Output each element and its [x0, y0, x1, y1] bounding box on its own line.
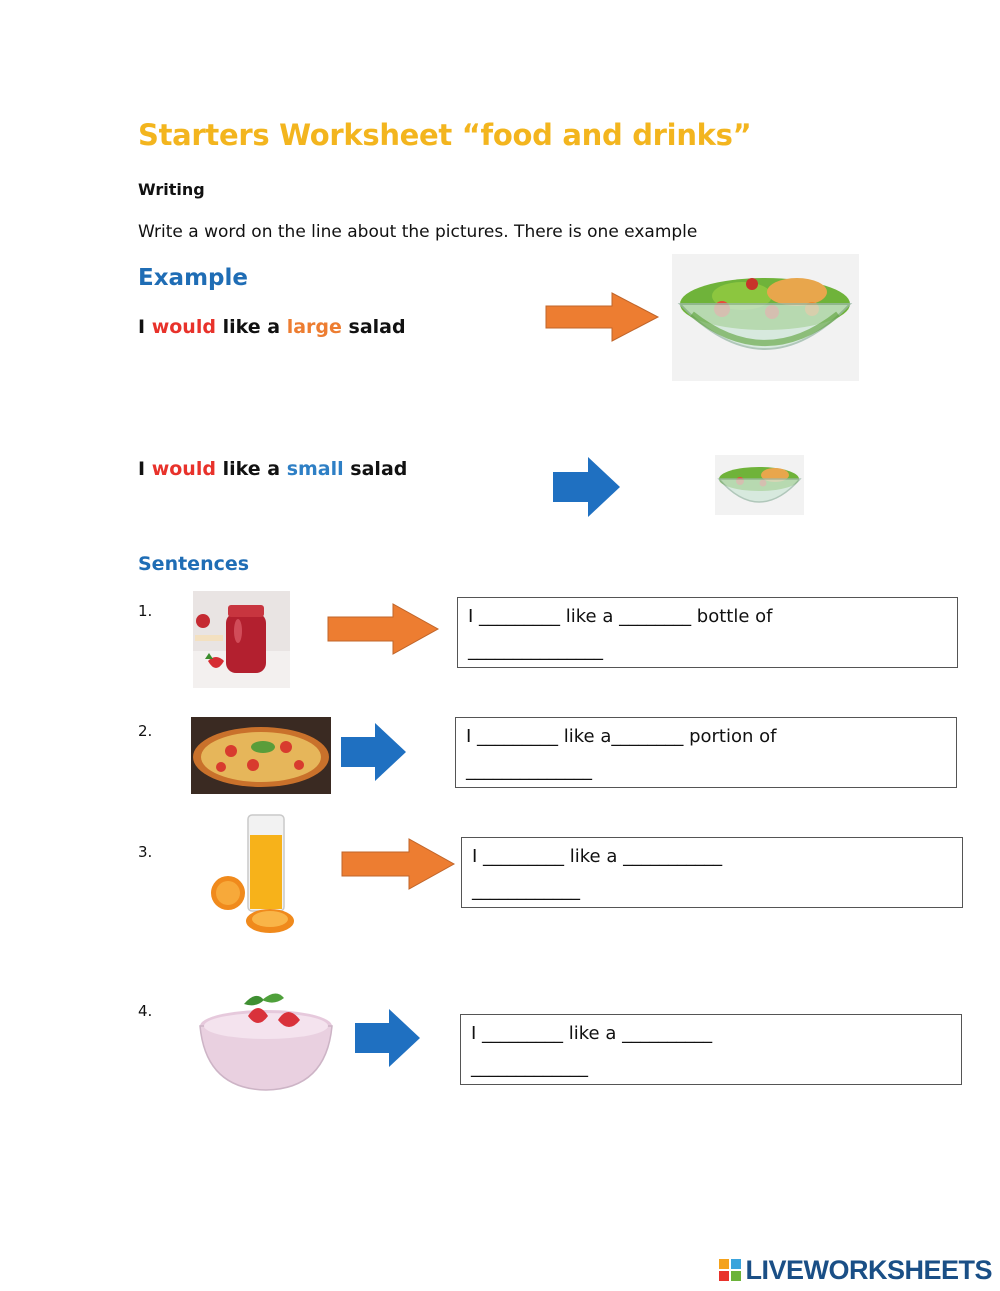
answer-box[interactable]	[461, 837, 963, 908]
sentence-line: I _________ like a ________ bottle of	[468, 606, 773, 627]
orange-juice-image	[208, 813, 300, 935]
item-number: 4.	[138, 1002, 153, 1020]
sentence-line: I _________ like a __________	[471, 1023, 713, 1044]
blank-line: ______________	[466, 760, 592, 781]
sentences-heading: Sentences	[138, 553, 250, 575]
example-sentence-small	[138, 458, 407, 480]
word: a	[267, 458, 281, 480]
item-number: 1.	[138, 602, 153, 620]
logo-text: LIVEWORKSHEETS	[745, 1254, 992, 1285]
item-number: 3.	[138, 843, 153, 861]
word-would: would	[151, 458, 216, 480]
blank-line: ____________	[472, 880, 580, 901]
arrow-right-icon	[354, 1008, 422, 1068]
liveworksheets-logo	[719, 1254, 992, 1286]
logo-icon	[719, 1259, 741, 1281]
jam-jar-image	[193, 591, 290, 688]
arrow-right-icon	[552, 456, 622, 518]
arrow-right-icon	[545, 292, 660, 342]
answer-box[interactable]	[455, 717, 957, 788]
word: salad	[348, 316, 406, 338]
small-salad-image	[715, 455, 804, 515]
arrow-right-icon	[327, 603, 440, 655]
instructions: Write a word on the line about the pictures. There is one example	[138, 222, 698, 242]
word: I	[138, 458, 146, 480]
word: a	[267, 316, 281, 338]
page-title: Starters Worksheet “food and drinks”	[138, 118, 752, 152]
word: I	[138, 316, 146, 338]
word-small: small	[286, 458, 344, 480]
yogurt-image	[196, 974, 336, 1092]
blank-line: _______________	[468, 640, 603, 661]
pizza-image	[191, 717, 331, 794]
sentence-line: I _________ like a________ portion of	[466, 726, 777, 747]
answer-box[interactable]	[460, 1014, 962, 1085]
blank-line: _____________	[471, 1057, 588, 1078]
arrow-right-icon	[340, 722, 408, 782]
answer-box[interactable]	[457, 597, 958, 668]
large-salad-image	[672, 254, 859, 381]
sentence-line: I _________ like a ___________	[472, 846, 723, 867]
word: like	[222, 458, 261, 480]
word-would: would	[151, 316, 216, 338]
example-heading: Example	[138, 265, 248, 291]
arrow-right-icon	[341, 838, 456, 890]
word: salad	[350, 458, 408, 480]
example-sentence-large	[138, 316, 406, 338]
word: like	[222, 316, 261, 338]
word-large: large	[286, 316, 342, 338]
section-heading: Writing	[138, 180, 205, 199]
item-number: 2.	[138, 722, 153, 740]
